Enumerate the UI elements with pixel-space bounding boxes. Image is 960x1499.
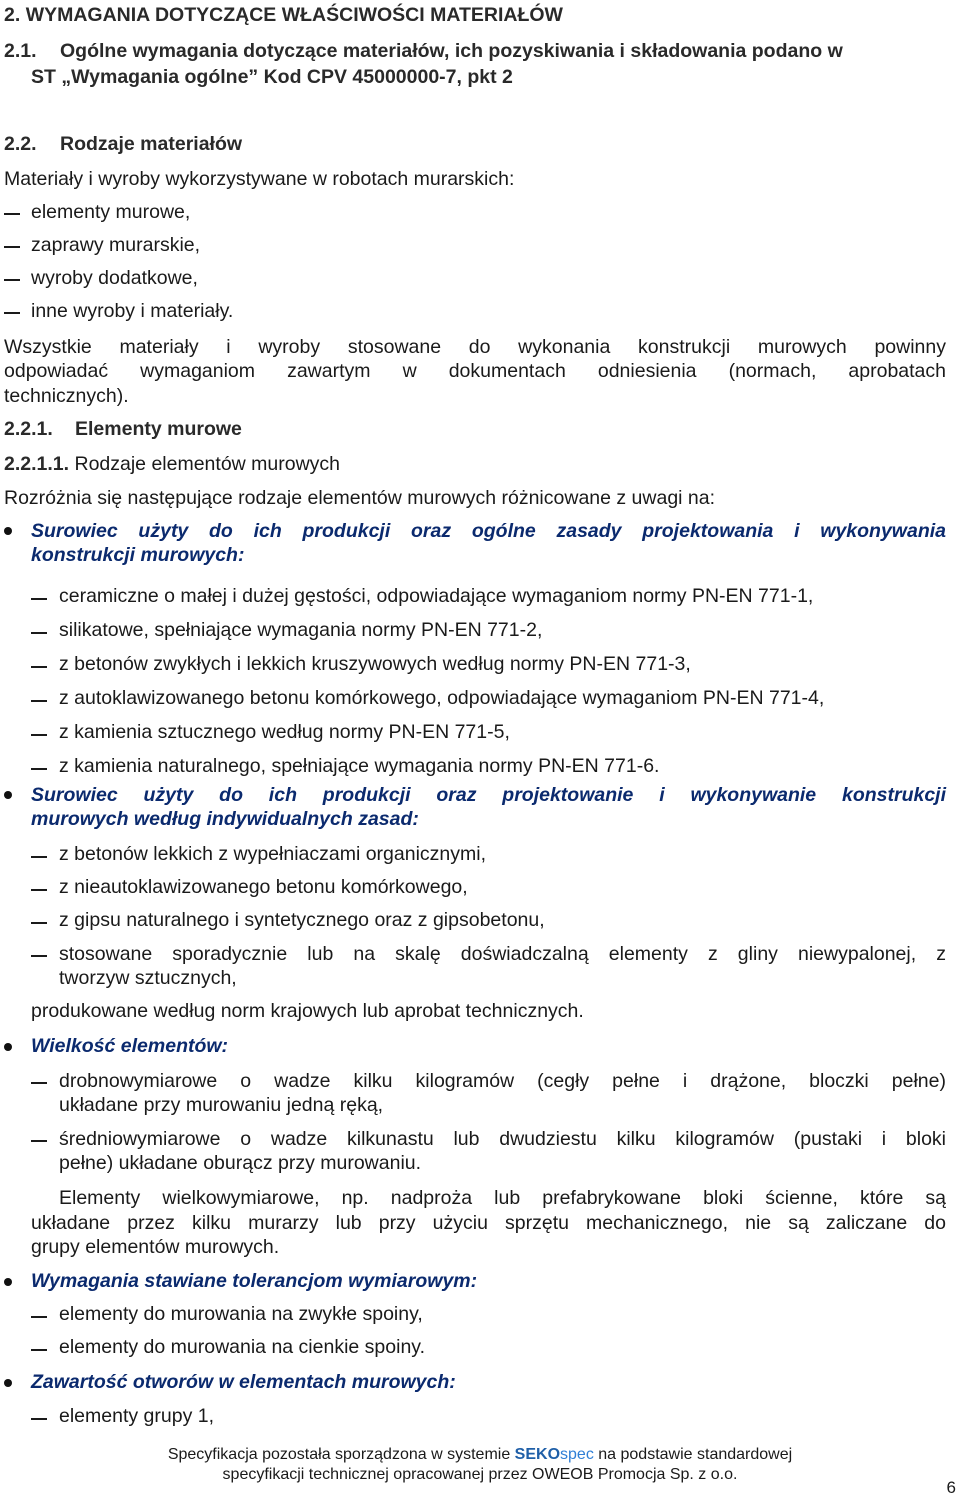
footer-text: Specyfikacja pozostała sporządzona w systemie	[167, 1446, 515, 1463]
list-item: z kamienia naturalnego, spełniające wymagania normy PN-EN 771-6.	[59, 755, 660, 777]
bullet-title: Wielkość elementów:	[31, 1035, 229, 1057]
list-dash	[31, 700, 47, 702]
list-item: z kamienia sztucznego według normy PN-EN 771-5,	[59, 721, 510, 743]
list-item-line-2: pełne) układane oburącz przy murowaniu.	[59, 1152, 422, 1174]
list-item-line-1: stosowane sporadycznie lub na skalę doświadczalną elementy z gliny niewypalonej, z	[59, 943, 946, 965]
brand-seko: SEKO	[514, 1446, 561, 1463]
bullet-title-line-2: konstrukcji murowych:	[31, 544, 245, 566]
list-dash	[31, 889, 47, 891]
bullet-note-line-2: układane przez kilku murarzy lub przy użyciu sprzętu mechanicznego, nie są zaliczane do	[31, 1212, 946, 1234]
list-item: z gipsu naturalnego i syntetycznego oraz z gipsobetonu,	[59, 909, 545, 931]
section-heading-2-2	[4, 133, 242, 156]
section-heading-2-2-1	[4, 418, 242, 441]
section-heading-2	[4, 4, 563, 27]
list-item-line-1: średniowymiarowe o wadze kilkunastu lub dwudziestu kilku kilogramów (pustaki i bloki	[59, 1128, 946, 1150]
list-item: z betonów zwykłych i lekkich kruszywowych według normy PN-EN 771-3,	[59, 653, 691, 675]
heading-number: 2.2.1.	[4, 418, 53, 440]
bullet-note-line-3: grupy elementów murowych.	[31, 1236, 280, 1258]
footer-text: na podstawie standardowej	[593, 1446, 793, 1463]
intro-lead: Materiały i wyroby wykorzystywane w robotach murarskich:	[4, 168, 515, 190]
bullet-note-line-1: Elementy wielkowymiarowe, np. nadproża lub prefabrykowane bloki ścienne, które są	[59, 1187, 946, 1209]
list-dash	[31, 768, 47, 770]
bullet-marker	[4, 791, 12, 799]
list-dash	[31, 1349, 47, 1351]
heading-number: 2.1.	[4, 40, 37, 62]
list-item: ceramiczne o małej i dużej gęstości, odpowiadające wymaganiom normy PN-EN 771-1,	[59, 585, 814, 607]
bullet-note: produkowane według norm krajowych lub aprobat technicznych.	[31, 1000, 584, 1022]
section-heading-2-2-1-1	[4, 453, 340, 476]
footer-line-1	[0, 1445, 960, 1465]
list-item-line-2: układane przy murowaniu jedną ręką,	[59, 1094, 384, 1116]
list-item: z nieautoklawizowanego betonu komórkowego,	[59, 876, 468, 898]
list-item-line-2: tworzyw sztucznych,	[59, 967, 237, 989]
heading-number: 2.2.1.1.	[4, 453, 70, 475]
requirements-paragraph-line-1: Wszystkie materiały i wyroby stosowane do wykonania konstrukcji murowych powinny	[4, 336, 946, 358]
requirements-paragraph-line-2: odpowiadać wymaganiom zawartym w dokumentach odniesienia (normach, aprobatach	[4, 360, 946, 382]
list-item: elementy murowe,	[31, 201, 191, 223]
list-item: z autoklawizowanego betonu komórkowego, odpowiadające wymaganiom PN-EN 771-4,	[59, 687, 825, 709]
bullet-title: Zawartość otworów w elementach murowych:	[31, 1371, 456, 1393]
list-item: elementy do murowania na cienkie spoiny.	[59, 1336, 426, 1358]
page-number: 6	[946, 1478, 956, 1497]
section-heading-2-1	[4, 40, 843, 63]
list-dash	[31, 666, 47, 668]
list-dash	[31, 632, 47, 634]
list-dash	[31, 598, 47, 600]
heading-line-1: Ogólne wymagania dotyczące materiałów, ich pozyskiwania i składowania podano w	[60, 40, 843, 62]
bullet-marker	[4, 1278, 12, 1286]
list-item: elementy do murowania na zwykłe spoiny,	[59, 1303, 423, 1325]
section-heading-2-1-line-2: ST „Wymagania ogólne” Kod CPV 45000000-7, pkt 2	[31, 66, 513, 88]
list-dash	[4, 279, 20, 281]
heading-text: WYMAGANIA DOTYCZĄCE WŁAŚCIWOŚCI MATERIAŁÓW	[25, 4, 563, 26]
list-dash	[31, 856, 47, 858]
list-dash	[31, 1316, 47, 1318]
list-item: zaprawy murarskie,	[31, 234, 201, 256]
list-item-line-1: drobnowymiarowe o wadze kilku kilogramów (cegły pełne i drążone, bloczki pełne)	[59, 1070, 946, 1092]
bullet-title-line-1: Surowiec użyty do ich produkcji oraz ogólne zasady projektowania i wykonywania	[31, 520, 946, 542]
bullet-title: Wymagania stawiane tolerancjom wymiarowym:	[31, 1270, 478, 1292]
list-dash	[31, 955, 47, 957]
footer-line-2: specyfikacji technicznej opracowanej przez OWEOB Promocja Sp. z o.o.	[222, 1466, 738, 1483]
list-item: wyroby dodatkowe,	[31, 267, 198, 289]
classification-lead: Rozróżnia się następujące rodzaje elementów murowych różnicowane z uwagi na:	[4, 487, 716, 509]
heading-number: 2.2.	[4, 133, 37, 155]
list-dash	[4, 246, 20, 248]
list-item: silikatowe, spełniające wymagania normy PN-EN 771-2,	[59, 619, 543, 641]
list-dash	[31, 922, 47, 924]
list-dash	[4, 213, 20, 215]
list-item: z betonów lekkich z wypełniaczami organicznymi,	[59, 843, 487, 865]
heading-text: Elementy murowe	[75, 418, 242, 440]
heading-number: 2.	[4, 4, 21, 26]
list-dash	[31, 1140, 47, 1142]
heading-text: Rodzaje elementów murowych	[74, 453, 341, 475]
heading-text: Rodzaje materiałów	[60, 133, 243, 155]
list-dash	[31, 1082, 47, 1084]
bullet-marker	[4, 1379, 12, 1387]
list-dash	[4, 312, 20, 314]
bullet-marker	[4, 527, 12, 535]
brand-spec: spec	[560, 1446, 594, 1463]
list-item: inne wyroby i materiały.	[31, 300, 234, 322]
list-dash	[31, 1418, 47, 1420]
bullet-title-line-1: Surowiec użyty do ich produkcji oraz projektowanie i wykonywanie konstrukcji	[31, 784, 946, 806]
bullet-title-line-2: murowych według indywidualnych zasad:	[31, 808, 419, 830]
bullet-marker	[4, 1043, 12, 1051]
requirements-paragraph-line-3: technicznych).	[4, 385, 129, 407]
list-dash	[31, 734, 47, 736]
list-item: elementy grupy 1,	[59, 1405, 215, 1427]
